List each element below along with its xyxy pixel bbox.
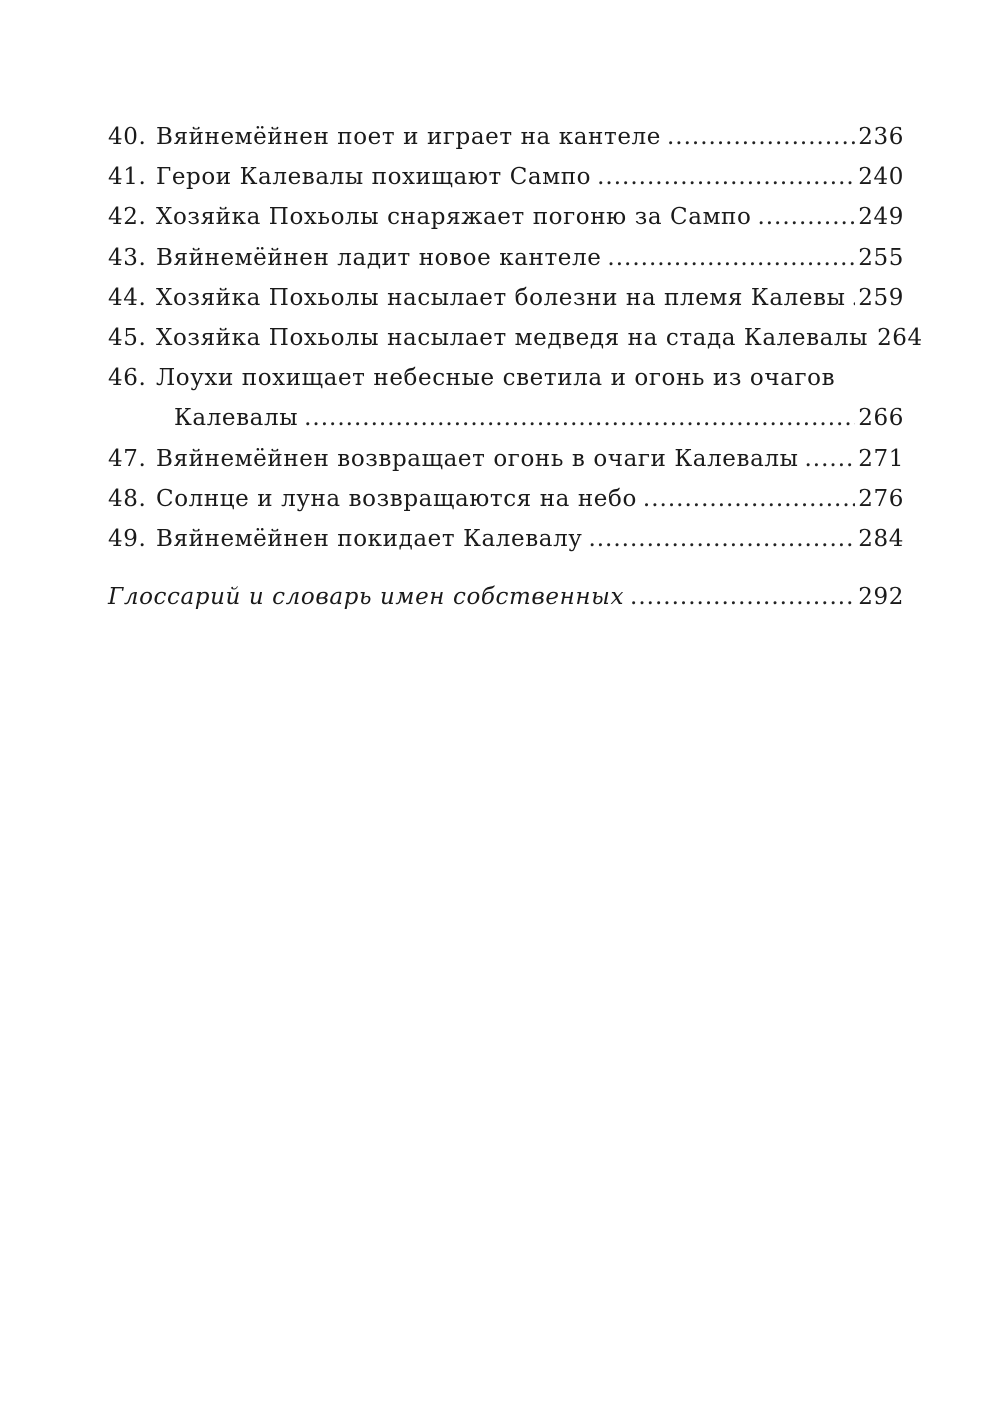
entry-number: 44. <box>108 284 147 311</box>
table-of-contents <box>108 124 923 624</box>
toc-entry-46-line-1[interactable] <box>108 365 904 405</box>
glossary-page: 292 <box>858 584 904 611</box>
dot-leader <box>805 446 856 472</box>
entry-title: Вяйнемёйнен ладит новое кантеле <box>156 244 602 271</box>
entry-title: Вяйнемёйнен возвращает огонь в очаги Калевалы <box>156 445 799 472</box>
toc-entry-49[interactable] <box>108 526 904 566</box>
entry-title: Вяйнемёйнен покидает Калевалу <box>156 525 583 552</box>
dot-leader <box>304 405 855 431</box>
entry-title: Лоухи похищает небесные светила и огонь из очагов <box>156 365 836 392</box>
toc-entry-43[interactable] <box>108 245 904 285</box>
glossary-title: Глоссарий и словарь имен собственных <box>108 584 625 611</box>
toc-entry-glossary[interactable] <box>108 584 904 624</box>
dot-leader <box>597 164 855 190</box>
dot-leader <box>588 526 855 552</box>
toc-entry-42[interactable] <box>108 204 904 244</box>
entry-title: Солнце и луна возвращаются на небо <box>156 485 637 512</box>
entry-page: 264 <box>877 324 923 351</box>
entry-number: 47. <box>108 445 147 472</box>
toc-entry-44[interactable] <box>108 285 904 325</box>
dot-leader <box>630 584 855 610</box>
entry-number: 43. <box>108 244 147 271</box>
entry-title-continuation: Калевалы <box>174 405 299 432</box>
dot-leader <box>757 204 855 230</box>
entry-title: Вяйнемёйнен поет и играет на кантеле <box>156 124 661 150</box>
entry-page: 266 <box>858 405 904 432</box>
entry-page: 271 <box>858 445 904 472</box>
entry-page: 240 <box>858 164 904 191</box>
entry-number: 40. <box>108 124 147 150</box>
entry-number: 42. <box>108 204 147 231</box>
entry-title: Хозяйка Похьолы снаряжает погоню за Сампо <box>156 204 752 231</box>
toc-entry-46-line-2[interactable] <box>108 405 904 445</box>
entry-page: 276 <box>858 485 904 512</box>
entry-page: 259 <box>858 284 904 311</box>
entry-title: Хозяйка Похьолы насылает медведя на стада Калевалы <box>156 324 869 351</box>
toc-entry-48[interactable] <box>108 486 904 526</box>
entry-title: Хозяйка Похьолы насылает болезни на племя Калевы <box>156 284 846 311</box>
dot-leader <box>643 486 855 512</box>
toc-entry-41[interactable] <box>108 164 904 204</box>
dot-leader <box>667 124 855 150</box>
entry-number: 48. <box>108 485 147 512</box>
entry-number: 46. <box>108 365 147 392</box>
section-gap <box>108 566 904 584</box>
toc-entry-40[interactable] <box>108 124 904 164</box>
entry-page: 284 <box>858 525 904 552</box>
entry-page: 236 <box>858 124 904 150</box>
entry-number: 41. <box>108 164 147 191</box>
entry-number: 49. <box>108 525 147 552</box>
dot-leader <box>607 245 855 271</box>
entry-title: Герои Калевалы похищают Сампо <box>156 164 592 191</box>
toc-entry-47[interactable] <box>108 446 904 486</box>
entry-number: 45. <box>108 324 147 351</box>
entry-page: 255 <box>858 244 904 271</box>
dot-leader <box>852 285 856 311</box>
entry-page: 249 <box>858 204 904 231</box>
toc-entry-45[interactable] <box>108 324 923 365</box>
